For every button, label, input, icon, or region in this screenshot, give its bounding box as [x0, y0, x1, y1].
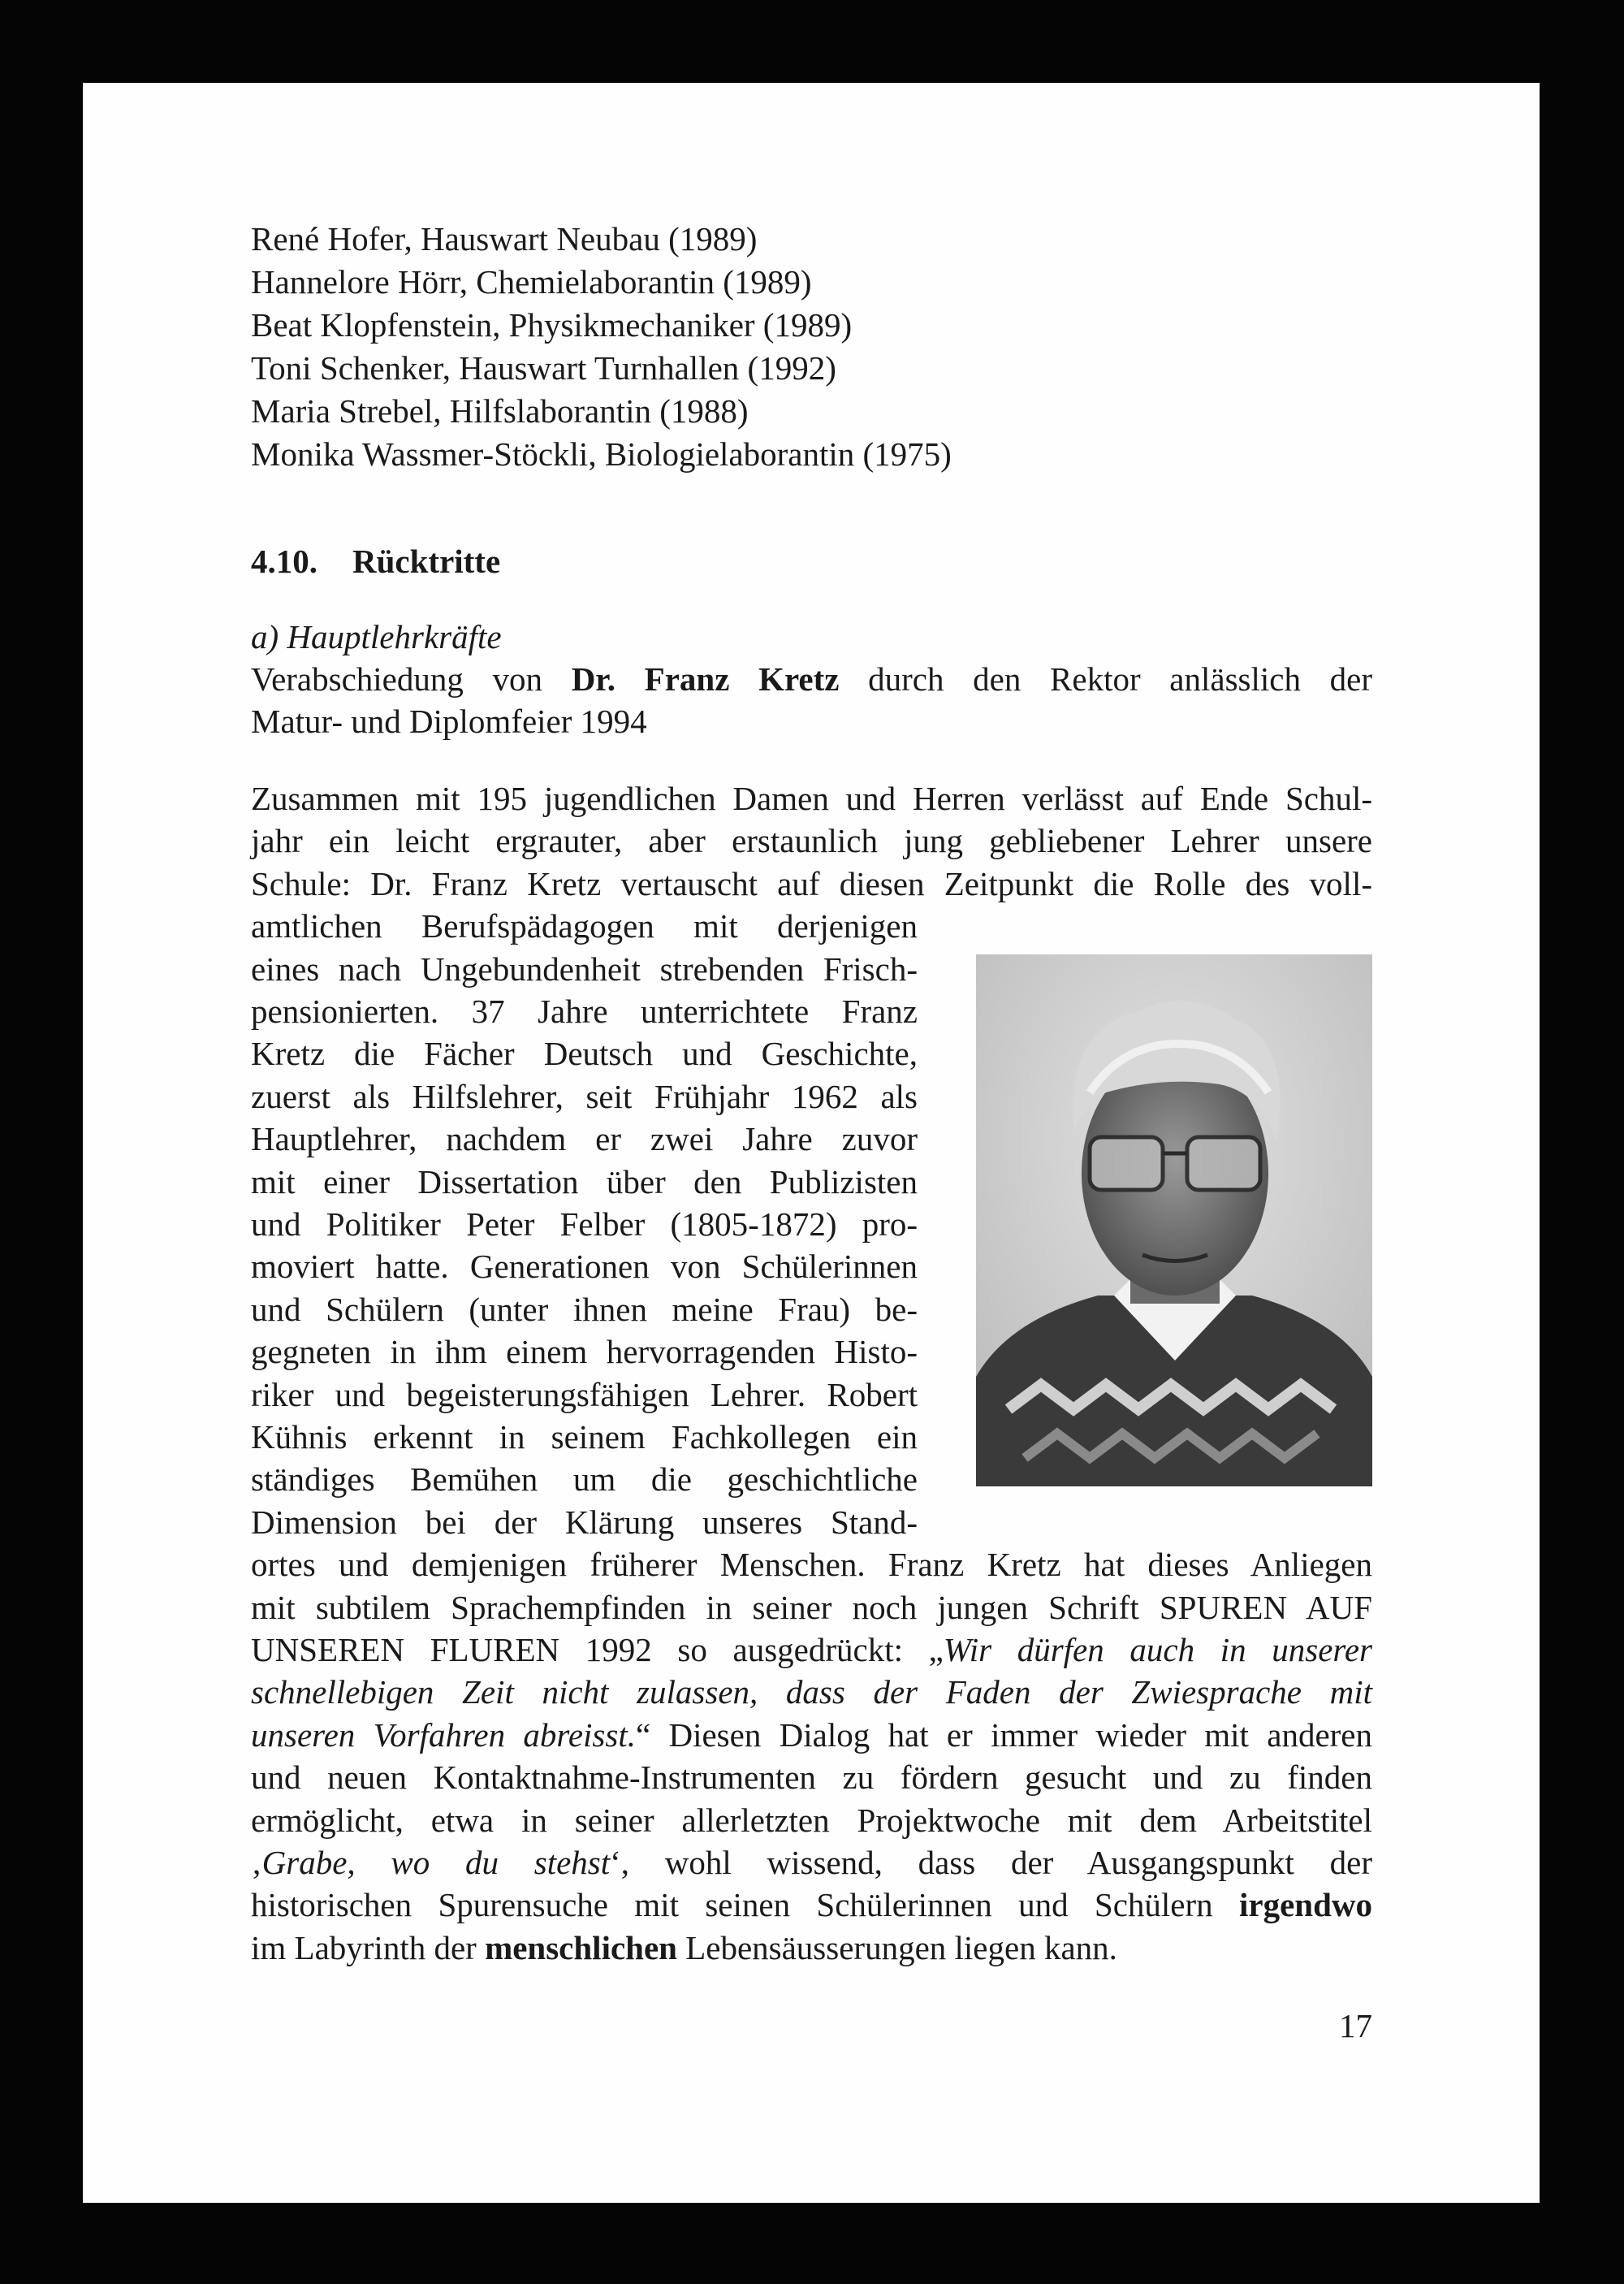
text-line	[251, 905, 918, 947]
text-line	[251, 1927, 1372, 1969]
text-line	[251, 1586, 1372, 1629]
text-segment: zuerst als Hilfslehrer, seit Frühjahr 1962 als	[251, 1077, 918, 1115]
text-segment: und Schülern (unter ihnen meine Frau) be-	[251, 1290, 918, 1328]
italic-text: Wir dürfen auch in unserer	[943, 1631, 1372, 1668]
text-segment: ‚	[251, 1844, 262, 1881]
text-line	[251, 1416, 918, 1458]
text-segment: UNSEREN FLUREN 1992 so ausgedrückt: „	[251, 1631, 944, 1668]
text-segment: historischen Spurensuche mit seinen Schülerinnen und Schülern	[251, 1886, 1239, 1924]
staff-list-item: Toni Schenker, Hauswart Turnhallen (1992)	[251, 349, 836, 387]
bold-text: Dr. Franz Kretz	[571, 660, 840, 698]
bold-text: irgendwo	[1239, 1886, 1372, 1924]
text-line	[251, 1373, 918, 1416]
text-segment: amtlichen Berufspädagogen mit derjenigen	[251, 907, 918, 945]
text-segment: und Politiker Peter Felber (1805-1872) pro-	[251, 1205, 918, 1243]
document-page	[83, 83, 1540, 2203]
text-line	[251, 1288, 918, 1330]
text-line	[251, 1799, 1372, 1841]
staff-list-item: Maria Strebel, Hilfslaborantin (1988)	[251, 392, 749, 430]
subsection-heading: a) Hauptlehrkräfte	[251, 618, 502, 655]
text-segment: Dimension bei der Klärung unseres Stand-	[251, 1503, 918, 1541]
text-line	[251, 777, 1372, 820]
text-line	[251, 1032, 918, 1075]
text-line	[251, 1330, 918, 1373]
portrait-image	[976, 954, 1372, 1486]
text-segment: Kühnis erkennt in seinem Fachkollegen ein	[251, 1418, 918, 1456]
staff-list-item: Beat Klopfenstein, Physikmechaniker (1989)	[251, 306, 853, 344]
text-segment: riker und begeisterungsfähigen Lehrer. Robert	[251, 1375, 918, 1413]
text-line	[251, 1714, 1372, 1756]
text-segment: eines nach Ungebundenheit strebenden Frisch-	[251, 950, 918, 988]
text-segment: Lebensäusserungen liegen kann.	[676, 1928, 1117, 1966]
text-line	[251, 1671, 1372, 1713]
text-segment: mit einer Dissertation über den Publizisten	[251, 1162, 918, 1200]
text-segment: ortes und demjenigen früherer Menschen. Franz Kretz hat dieses Anliegen	[251, 1546, 1372, 1584]
text-line	[251, 1501, 918, 1543]
section-title: Rücktritte	[352, 543, 501, 580]
text-segment: “ Diesen Dialog hat er immer wieder mit anderen	[635, 1715, 1373, 1754]
text-segment: mit subtilem Sprachempfinden in seiner noch jungen Schrift SPUREN AUF	[251, 1588, 1372, 1626]
text-segment: durch den Rektor anlässlich der	[839, 660, 1373, 698]
text-segment: Schule: Dr. Franz Kretz vertauscht auf diesen Zeitpunkt die Rolle des voll-	[251, 864, 1372, 902]
staff-list-item: René Hofer, Hauswart Neubau (1989)	[251, 220, 758, 257]
text-line	[251, 700, 1372, 742]
text-segment: Kretz die Fächer Deutsch und Geschichte,	[251, 1035, 918, 1073]
text-line	[251, 1245, 918, 1287]
text-segment: Matur- und Diplomfeier 1994	[251, 703, 647, 740]
text-line	[251, 820, 1372, 862]
italic-text: Grabe, wo du stehst	[261, 1844, 611, 1881]
page-number: 17	[1339, 2007, 1372, 2044]
text-line	[251, 948, 918, 990]
text-segment: pensionierten. 37 Jahre unterrichtete Franz	[251, 993, 918, 1030]
text-line	[251, 1629, 1372, 1671]
text-segment: jahr ein leicht ergrauter, aber erstaunlich jung gebliebener Lehrer unsere	[251, 822, 1372, 860]
section-heading	[251, 540, 500, 582]
text-line	[251, 1118, 918, 1160]
text-line	[251, 1161, 918, 1203]
text-segment: Verabschiedung von	[251, 660, 572, 698]
text-line	[251, 863, 1372, 905]
text-segment: Hauptlehrer, nachdem er zwei Jahre zuvor	[251, 1120, 918, 1158]
text-segment: Zusammen mit 195 jugendlichen Damen und Herren verlässt auf Ende Schul-	[251, 780, 1372, 817]
portrait-photo	[976, 954, 1372, 1486]
italic-text: schnellebigen Zeit nicht zulassen, dass der Faden der Zwiesprache mit	[251, 1673, 1372, 1711]
text-line	[251, 1075, 918, 1118]
text-segment: ermöglicht, etwa in seiner allerletzten Projektwoche mit dem Arbeitstitel	[251, 1801, 1372, 1839]
text-line	[251, 1458, 918, 1500]
text-segment: ständiges Bemühen um die geschichtliche	[251, 1460, 918, 1499]
staff-list-item: Monika Wassmer-Stöckli, Biologielaborantin (1975)	[251, 435, 952, 473]
text-line	[251, 1756, 1372, 1798]
text-segment: gegneten in ihm einem hervorragenden Histo-	[251, 1333, 918, 1371]
section-number: 4.10.	[251, 543, 317, 580]
staff-list-item: Hannelore Hörr, Chemielaborantin (1989)	[251, 263, 812, 301]
text-line	[251, 1543, 1372, 1585]
bold-text: menschlichen	[485, 1928, 677, 1966]
text-line	[251, 1203, 918, 1245]
text-segment: im Labyrinth der	[251, 1928, 486, 1966]
text-line	[251, 990, 918, 1032]
text-segment: und neuen Kontaktnahme-Instrumenten zu fördern gesucht und zu finden	[251, 1758, 1372, 1797]
text-line	[251, 1884, 1372, 1926]
text-segment: ‘, wohl wissend, dass der Ausgangspunkt der	[610, 1844, 1373, 1881]
text-line	[251, 1841, 1372, 1884]
italic-text: unseren Vorfahren abreisst.	[251, 1715, 636, 1754]
text-line	[251, 658, 1372, 700]
text-segment: moviert hatte. Generationen von Schülerinnen	[251, 1248, 918, 1286]
